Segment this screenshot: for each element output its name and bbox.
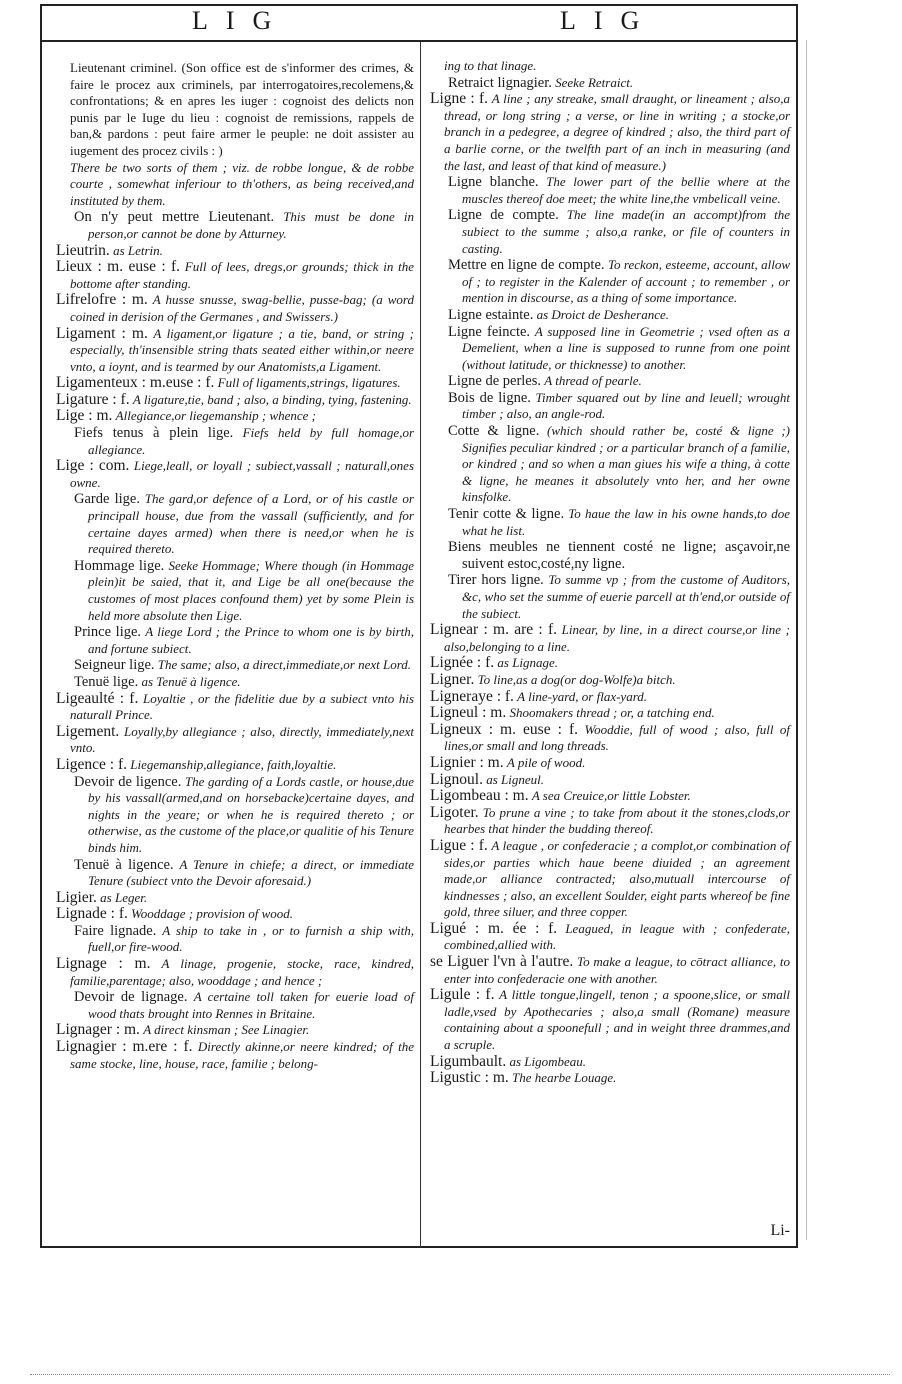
entry-definition: This must be done in person,or cannot be done by Atturney. bbox=[88, 209, 414, 241]
dictionary-entry bbox=[430, 755, 790, 772]
dictionary-entry bbox=[56, 657, 414, 674]
entry-headword: Ligue : f. bbox=[430, 836, 488, 854]
entry-definition: ing to that linage. bbox=[444, 58, 537, 73]
entry-headword: Ligement. bbox=[56, 722, 120, 740]
entry-definition: A linage, progenie, stocke, race, kindred, familie,parentage; also, wooddage ; and hence ; bbox=[70, 956, 414, 988]
entry-definition: To make a league, to cōtract alliance, to enter into confederacie one with another. bbox=[444, 954, 790, 986]
dictionary-entry bbox=[430, 423, 790, 506]
entry-headword: Mettre en ligne de compte. bbox=[448, 257, 605, 274]
entry-definition: A little tongue,lingell, tenon ; a spoone,slice, or small ladle,vsed by Apothecaries ; also,a small (Romane) measure containing about a spoonefull ; and in weight three drammes,and a scruple. bbox=[444, 987, 791, 1053]
entry-definition: as Tenuë à ligence. bbox=[141, 673, 241, 689]
dictionary-entry bbox=[430, 805, 790, 838]
entry-headword: Devoir de ligence. bbox=[74, 773, 182, 790]
entry-definition: A Tenure in chiefe; a direct, or immediate Tenure (subiect vnto the Devoir aforesaid.) bbox=[88, 856, 415, 889]
catchword: Li- bbox=[770, 1222, 790, 1239]
dictionary-entry bbox=[56, 890, 414, 907]
entry-headword: Ligoter. bbox=[430, 803, 479, 821]
header-rule bbox=[40, 40, 798, 42]
entry-definition: Full of lees, dregs,or grounds; thick in the bottome after standing. bbox=[70, 259, 415, 291]
dictionary-entry bbox=[56, 624, 414, 657]
entry-definition: A certaine toll taken for euerie load of wood thats brought into Rennes in Britaine. bbox=[88, 989, 414, 1021]
entry-definition: Liege,leall, or loyall ; subiect,vassall ; naturall,ones owne. bbox=[70, 458, 415, 490]
entry-headword: Ligne de perles. bbox=[448, 373, 542, 390]
entry-definition: A liege Lord ; the Prince to whom one is by birth, and fortune subiect. bbox=[88, 624, 414, 656]
entry-definition: Loyaltie , or the fidelitie due by a subiect vnto his naturall Prince. bbox=[70, 690, 414, 723]
dictionary-entry bbox=[430, 91, 790, 174]
entry-headword: Garde lige. bbox=[74, 491, 140, 508]
entry-headword: Ligne de compte. bbox=[448, 207, 559, 224]
entry-definition: The hearbe Louage. bbox=[512, 1070, 617, 1086]
dictionary-entry bbox=[430, 373, 790, 390]
entry-definition: The line made(in an accompt)from the subiect to the summe ; also,a ranke, or file of counters in casting. bbox=[462, 207, 791, 256]
dictionary-entry bbox=[430, 689, 790, 706]
entry-definition: The same; also, a direct,immediate,or next Lord. bbox=[157, 657, 412, 673]
dictionary-entry bbox=[430, 954, 790, 987]
dictionary-entry bbox=[430, 390, 790, 423]
entry-headword: Ligne : f. bbox=[430, 90, 489, 108]
entry-headword: Lieux : m. euse : f. bbox=[56, 258, 181, 276]
entry-definition: A sea Creuice,or little Lobster. bbox=[531, 788, 691, 804]
dictionary-entry bbox=[430, 788, 790, 805]
entry-definition: To line,as a dog(or dog-Wolfe)a bitch. bbox=[477, 671, 676, 687]
dictionary-entry bbox=[430, 655, 790, 672]
dictionary-entry bbox=[56, 491, 414, 557]
entry-headword: Lige : com. bbox=[56, 457, 130, 475]
entry-definition: There be two sorts of them ; viz. de robbe longue, & de robbe courte , somewhat inferiour to th'others, as being received,and instituted by them. bbox=[70, 159, 414, 208]
entry-definition: Leagued, in league with ; confederate, combined,allied with. bbox=[444, 920, 791, 953]
entry-headword: Lignoul. bbox=[430, 770, 483, 788]
entry-definition: Shoomakers thread ; or, a tatching end. bbox=[509, 705, 715, 721]
entry-headword: Ligneul : m. bbox=[430, 704, 507, 722]
dictionary-entry bbox=[56, 724, 414, 757]
entry-headword: Ligier. bbox=[56, 888, 97, 906]
entry-definition: Fiefs held by full homage,or allegiance. bbox=[88, 425, 415, 457]
entry-definition: To haue the law in his owne hands,to doe what he list. bbox=[462, 506, 790, 538]
dictionary-entry bbox=[430, 921, 790, 954]
entry-definition: Allegiance,or liegemanship ; whence ; bbox=[115, 408, 317, 424]
entry-definition: A supposed line in Geometrie ; vsed often as a Demelient, when a line is supposed to runne from one point (without latitude, or thicknesse) to another. bbox=[462, 323, 791, 372]
dictionary-entry bbox=[56, 425, 414, 458]
entry-definition: as Ligneul. bbox=[486, 771, 545, 787]
entry-headword: Ligament : m. bbox=[56, 324, 148, 342]
entry-headword: Ligne estainte. bbox=[448, 306, 534, 323]
entry-headword: Lige : m. bbox=[56, 407, 113, 425]
entry-definition: Loyally,by allegiance ; also, directly, immediately,next vnto. bbox=[70, 723, 415, 756]
entry-headword: Seigneur lige. bbox=[74, 657, 155, 674]
entry-headword: Lieutenant criminel. (Son office est de s'informer des crimes, & faire le procez aux criminels, par interrogatoires,recolemens,& confrontations; & en apres les iuger : cognoist des delicts non punis par le Iuge du lieu : cognoist de remissions, rappels de ban,& pardons : peut faire armer le peuple: ne doit assister au iugement des procez civils : ) bbox=[70, 60, 414, 158]
entry-definition: The gard,or defence of a Lord, or of his castle or principall house, due from the vassall (sufficiently, and for certaine dayes armed) when there is need,or when he is required thereto. bbox=[88, 491, 414, 557]
dictionary-entry bbox=[430, 1054, 790, 1071]
dictionary-entry bbox=[430, 705, 790, 722]
dictionary-entry bbox=[56, 60, 414, 160]
entry-headword: Lignagier : m.ere : f. bbox=[56, 1038, 193, 1056]
entry-headword: Ligué : m. ée : f. bbox=[430, 919, 558, 937]
entry-headword: Lignier : m. bbox=[430, 753, 504, 771]
entry-headword: Lignager : m. bbox=[56, 1021, 140, 1039]
entry-definition: A direct kinsman ; See Linagier. bbox=[143, 1022, 310, 1038]
entry-definition: as Droict de Desherance. bbox=[536, 306, 669, 322]
dictionary-entry bbox=[430, 1070, 790, 1087]
entry-definition: Seeke Hommage; Where though (in Hommage plein)it be saied, that it, and Lige be all one(because the customes of most places confound them) yet by some Plein is held more absolute then Lige. bbox=[88, 557, 414, 623]
entry-headword: Faire lignade. bbox=[74, 922, 157, 939]
entry-definition: (which should rather be, costé & ligne ;) Signifies peculiar kindred ; or a particular branch of a familie, or kindred ; and so when a man giues his wife a thing, à cotte & ligne, he meanes it absolutely vnto her, and her owne kinsfolke. bbox=[462, 423, 790, 505]
entry-definition: as Letrin. bbox=[113, 242, 163, 258]
entry-definition: as Ligombeau. bbox=[509, 1053, 587, 1069]
entry-headword: Ligumbault. bbox=[430, 1052, 507, 1070]
dictionary-entry bbox=[56, 392, 414, 409]
entry-headword: Tirer hors ligne. bbox=[448, 572, 544, 589]
entry-headword: Lignear : m. are : f. bbox=[430, 621, 558, 639]
entry-definition: A thread of pearle. bbox=[544, 373, 642, 389]
dictionary-entry bbox=[56, 1022, 414, 1039]
entry-headword: Tenuë à ligence. bbox=[74, 856, 174, 873]
entry-definition: A line-yard, or flax-yard. bbox=[517, 688, 648, 704]
dictionary-entry bbox=[56, 1039, 414, 1072]
entry-definition: Full of ligaments,strings, ligatures. bbox=[217, 375, 401, 391]
entry-headword: Ligence : f. bbox=[56, 755, 128, 773]
dictionary-entry bbox=[56, 956, 414, 989]
entry-headword: Lignade : f. bbox=[56, 905, 128, 923]
entry-headword: Ligeaulté : f. bbox=[56, 689, 139, 707]
dictionary-entry bbox=[430, 75, 790, 92]
entry-definition: Seeke Retraict. bbox=[555, 74, 634, 90]
entry-headword: Ligne feincte. bbox=[448, 323, 531, 340]
dictionary-entry bbox=[56, 375, 414, 392]
entry-headword: Ligule : f. bbox=[430, 986, 495, 1004]
running-head-left: LIG bbox=[192, 6, 290, 35]
entry-definition: as Lignage. bbox=[497, 655, 559, 671]
entry-headword: Ligamenteux : m.euse : f. bbox=[56, 374, 215, 392]
dictionary-entry bbox=[430, 572, 790, 622]
dictionary-entry bbox=[56, 259, 414, 292]
entry-definition: A husse snusse, swag-bellie, pusse-bag; (a word coined in derision of the Germanes , and Swissers.) bbox=[70, 292, 415, 324]
entry-headword: Ligner. bbox=[430, 670, 475, 688]
entry-headword: Lignée : f. bbox=[430, 654, 495, 672]
entry-headword: Biens meubles ne tiennent costé ne ligne; asçavoir,ne suivent estoc,costé,ny ligne. bbox=[448, 539, 790, 572]
dictionary-entry bbox=[56, 458, 414, 491]
dictionary-entry bbox=[430, 539, 790, 572]
entry-definition: A line ; any streake, small draught, or lineament ; also,a thread, or long string ; a verse, or line in writing ; a stocke,or branch in a pedegree, a degree of kindred ; also, the third part of a barlie corne, or the twelfth part of an inch in measuring (and the last, and least of that kind of measure.) bbox=[444, 91, 791, 173]
entry-definition: Liegemanship,allegiance, faith,loyaltie. bbox=[130, 756, 337, 772]
entry-definition: The garding of a Lords castle, or house,due by his vassall(armed,and on horsebacke)certaine dayes, and nights in the yeare; or when he is required thereto ; or otherwise, as the custome of the place,or qualitie of his Tenure binds him. bbox=[88, 773, 415, 855]
dictionary-entry bbox=[56, 757, 414, 774]
entry-definition: Timber squared out by line and leuell; wrought timber ; also, an angle-rod. bbox=[462, 389, 791, 422]
column-divider bbox=[420, 42, 421, 1248]
dictionary-entry bbox=[56, 292, 414, 325]
dictionary-entry bbox=[56, 774, 414, 857]
dictionary-entry bbox=[56, 326, 414, 376]
entry-definition: To summe vp ; from the custome of Auditors, &c, who set the summe of euerie parcell at th'end,or outside of the subiect. bbox=[462, 572, 790, 621]
dictionary-entry bbox=[56, 906, 414, 923]
entry-headword: Lignage : m. bbox=[56, 955, 151, 973]
dictionary-entry bbox=[430, 838, 790, 921]
entry-headword: Ligature : f. bbox=[56, 390, 130, 408]
dictionary-entry bbox=[56, 160, 414, 210]
dictionary-entry bbox=[430, 307, 790, 324]
dictionary-entry bbox=[430, 772, 790, 789]
dictionary-entry bbox=[430, 257, 790, 307]
page-edge-line bbox=[806, 40, 807, 1240]
dictionary-entry bbox=[430, 506, 790, 539]
dictionary-entry bbox=[56, 674, 414, 691]
dictionary-entry bbox=[56, 923, 414, 956]
entry-headword: On n'y peut mettre Lieutenant. bbox=[74, 209, 275, 226]
right-column bbox=[430, 58, 790, 1087]
dictionary-entry bbox=[56, 408, 414, 425]
entry-definition: The lower part of the bellie where at the muscles thereof doe meet; the white line,the vmbelicall veine. bbox=[462, 174, 791, 206]
entry-headword: Bois de ligne. bbox=[448, 389, 531, 406]
entry-headword: Tenir cotte & ligne. bbox=[448, 506, 565, 523]
entry-definition: Linear, by line, in a direct course,or line ; also,belonging to a line. bbox=[444, 622, 790, 654]
dictionary-entry bbox=[56, 857, 414, 890]
entry-headword: Ligne blanche. bbox=[448, 174, 539, 191]
entry-definition: as Leger. bbox=[100, 889, 148, 905]
dictionary-entry bbox=[430, 324, 790, 374]
dictionary-entry bbox=[56, 691, 414, 724]
dictionary-entry bbox=[56, 558, 414, 624]
entry-headword: se Liguer l'vn à l'autre. bbox=[430, 953, 574, 971]
dictionary-entry bbox=[430, 207, 790, 257]
entry-definition: To prune a vine ; to take from about it the stones,clods,or hearbes that hinder the budding thereof. bbox=[444, 804, 791, 837]
left-column bbox=[56, 60, 414, 1072]
entry-definition: A ship to take in , or to furnish a ship with, fuell,or fire-wood. bbox=[88, 922, 414, 955]
entry-headword: Prince lige. bbox=[74, 624, 142, 641]
dictionary-entry bbox=[430, 174, 790, 207]
entry-headword: Ligneraye : f. bbox=[430, 687, 514, 705]
bottom-edge bbox=[30, 1374, 890, 1375]
dictionary-entry bbox=[56, 243, 414, 260]
entry-definition: Wooddie, full of wood ; also, full of lines,or small and long threads. bbox=[444, 721, 791, 754]
entry-headword: Devoir de lignage. bbox=[74, 989, 188, 1006]
entry-definition: Directly akinne,or neere kindred; of the same stocke, line, house, race, familie ; belong- bbox=[70, 1039, 414, 1071]
entry-definition: Wooddage ; provision of wood. bbox=[131, 906, 294, 922]
dictionary-entry bbox=[430, 987, 790, 1053]
entry-headword: Fiefs tenus à plein lige. bbox=[74, 425, 234, 442]
entry-headword: Ligombeau : m. bbox=[430, 787, 529, 805]
entry-headword: Retraict lignagier. bbox=[448, 74, 552, 91]
entry-headword: Tenuë lige. bbox=[74, 673, 139, 690]
dictionary-entry bbox=[430, 722, 790, 755]
running-head-right: LIG bbox=[560, 6, 658, 35]
dictionary-entry bbox=[56, 209, 414, 242]
entry-definition: A pile of wood. bbox=[506, 754, 586, 770]
entry-headword: Cotte & ligne. bbox=[448, 423, 540, 440]
entry-definition: A ligament,or ligature ; a tie, band, or string ; especially, th'insensible string thats seated either within,or neere vnto, a ioynt, and is tearmed by our Anatomists,a Ligament. bbox=[70, 325, 415, 374]
entry-definition: A ligature,tie, band ; also, a binding, tying, fastening. bbox=[132, 391, 412, 407]
entry-headword: Ligneux : m. euse : f. bbox=[430, 720, 579, 738]
entry-headword: Hommage lige. bbox=[74, 557, 165, 574]
entry-headword: Lifrelofre : m. bbox=[56, 291, 148, 309]
entry-headword: Ligustic : m. bbox=[430, 1069, 509, 1087]
dictionary-entry bbox=[430, 672, 790, 689]
dictionary-entry bbox=[56, 989, 414, 1022]
dictionary-entry bbox=[430, 58, 790, 75]
entry-definition: A league , or confederacie ; a complot,or combination of sides,or parties which haue beene diuided ; an agreement made,or alliance contracted; also,mutuall intercourse of kindnesses ; also, an excellent Soulder, eight parts whereof be fine gold, three siluer, and three copper. bbox=[444, 837, 791, 920]
entry-headword: Lieutrin. bbox=[56, 241, 110, 259]
entry-definition: To reckon, esteeme, account, allow of ; to register in the Kalender of account ; to remember , or mention in discourse, as a thing of some importance. bbox=[462, 257, 791, 306]
dictionary-entry bbox=[430, 622, 790, 655]
